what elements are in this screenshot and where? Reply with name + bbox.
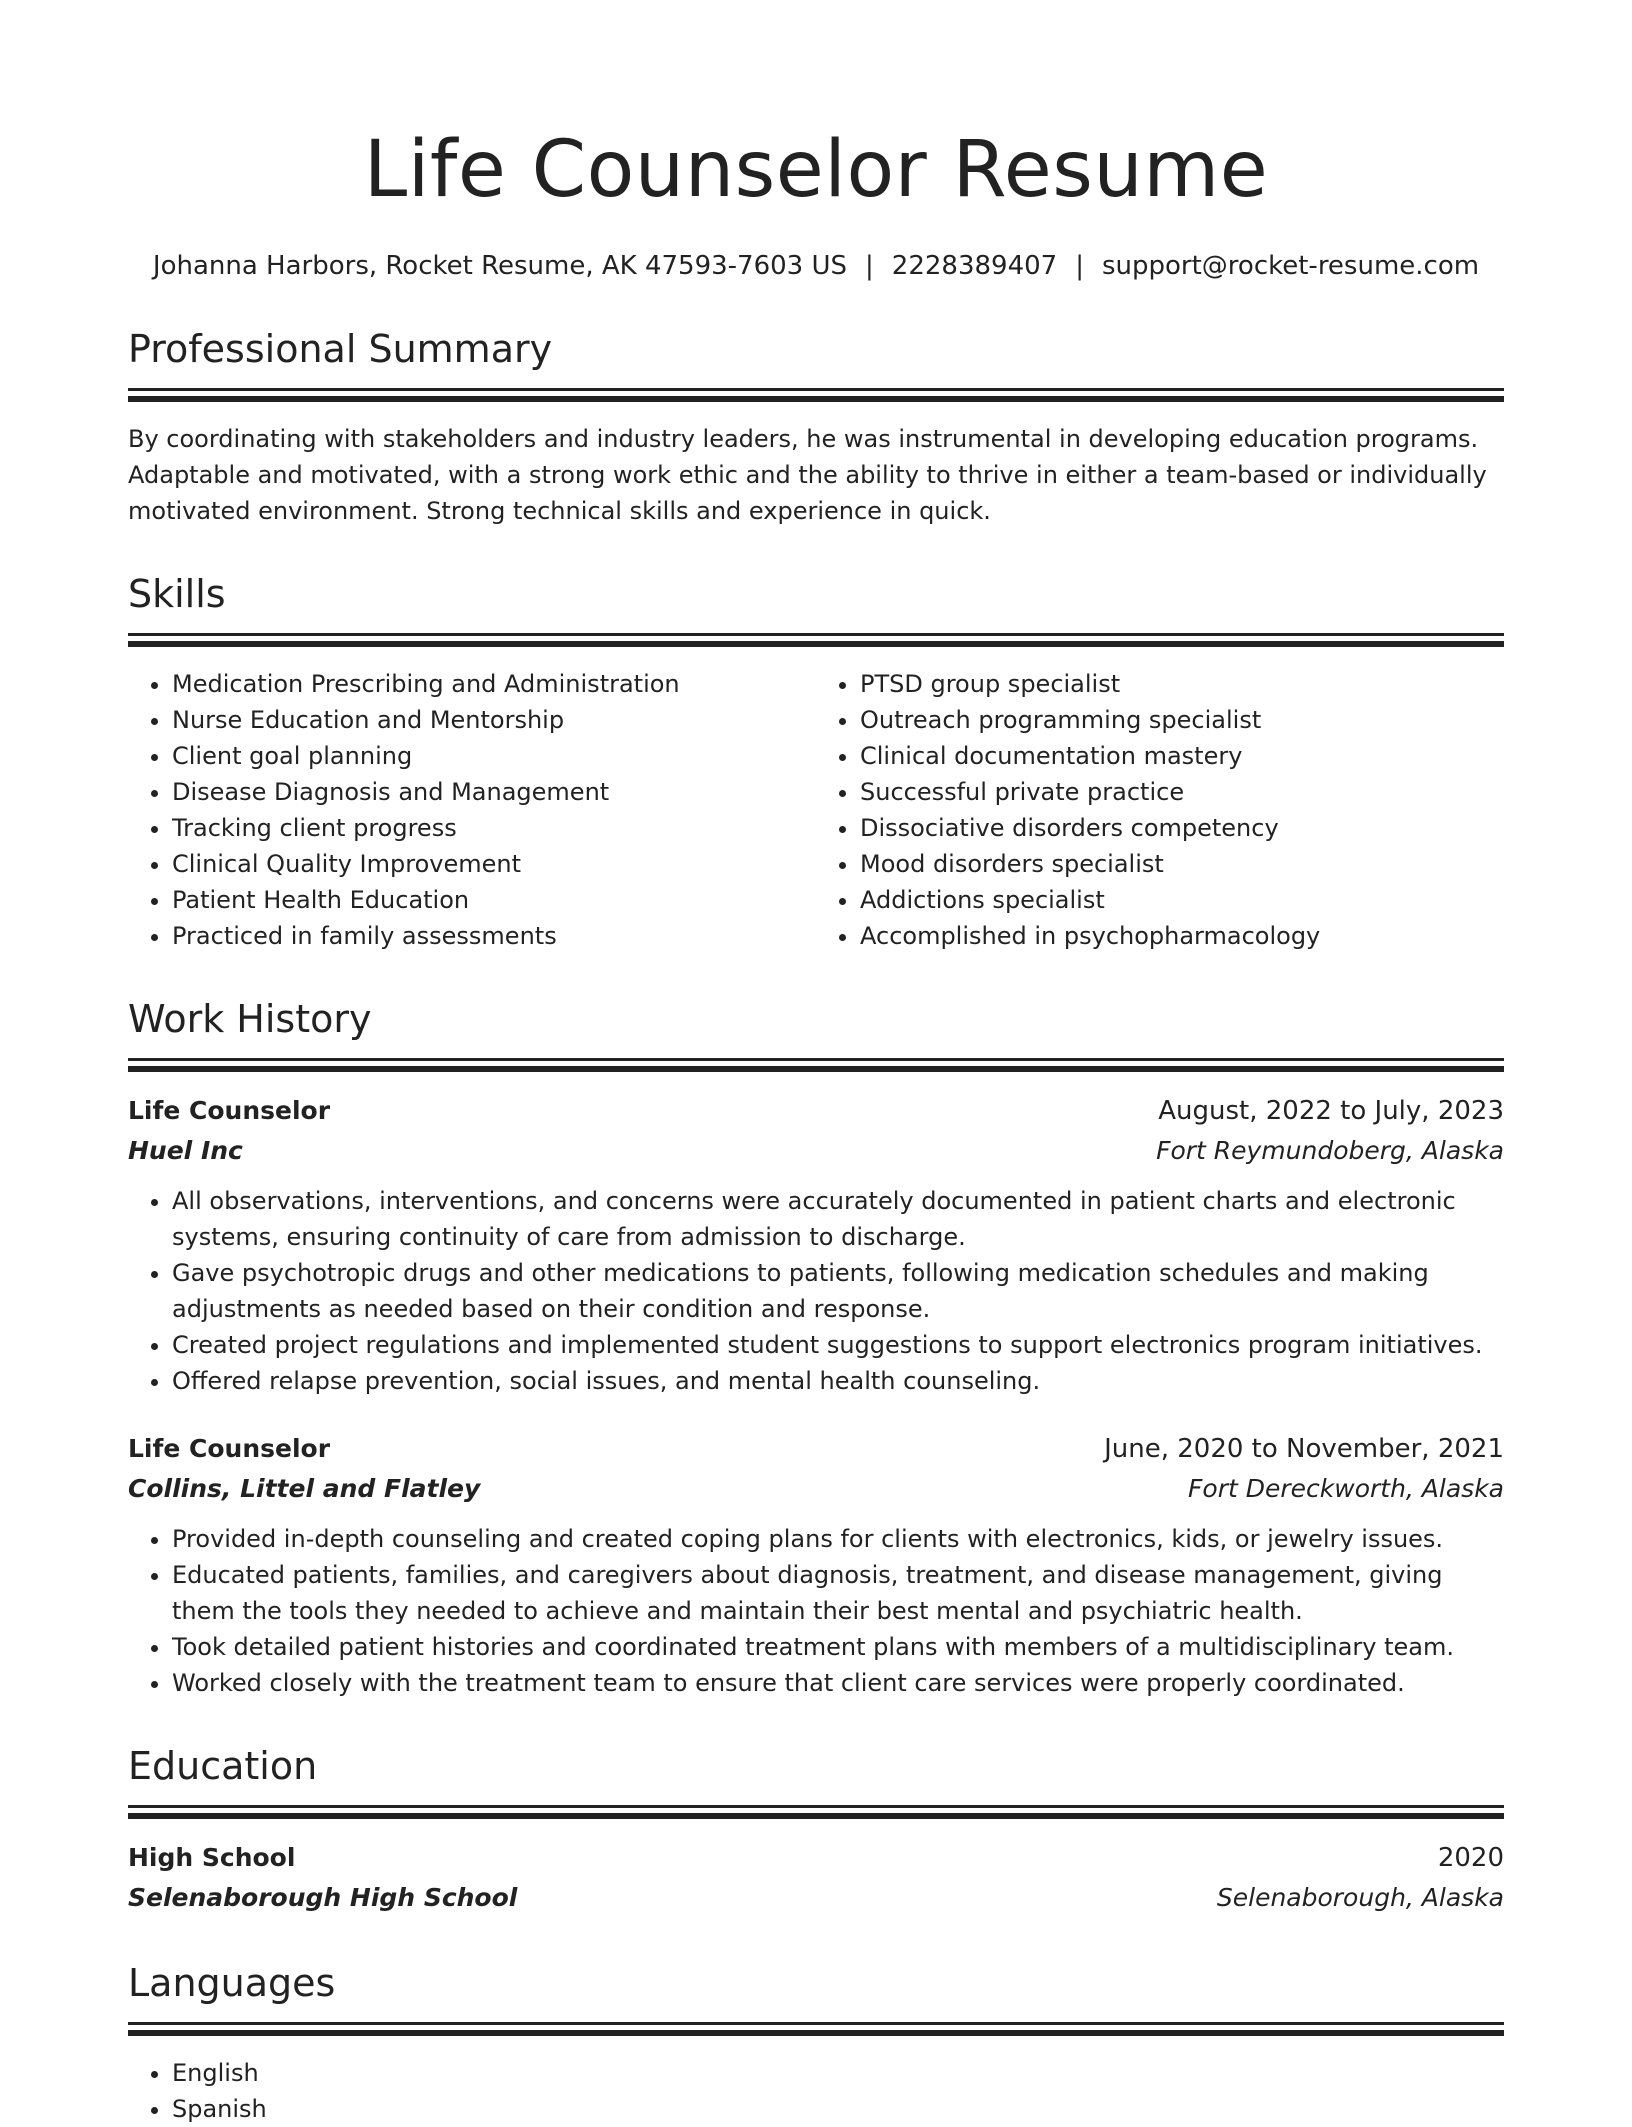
job-title: Life Counselor [128,1096,331,1125]
skill-item: • Clinical Quality Improvement [172,846,816,882]
languages-list [128,2055,1504,2127]
languages-heading: Languages [128,1961,336,2005]
skill-item: • Patient Health Education [172,882,816,918]
section-divider [128,388,1504,391]
job-location: Fort Reymundoberg, Alaska [1156,1136,1504,1165]
skills-list-left [128,666,816,954]
skills-list-right [816,666,1504,954]
skill-item: • Outreach programming specialist [860,702,1504,738]
job-dates: August, 2022 to July, 2023 [1158,1096,1504,1126]
job-bullet: • Educated patients, families, and caregivers about diagnosis, treatment, and disease management, giving them the tools they needed to achieve and maintain their best mental and psychiatric health. [172,1557,1504,1629]
skill-item: • Successful private practice [860,774,1504,810]
job-title: Life Counselor [128,1434,331,1463]
degree: High School [128,1843,296,1872]
job-bullet: • Worked closely with the treatment team to ensure that client care services were properly coordinated. [172,1665,1504,1701]
job-bullet: • All observations, interventions, and concerns were accurately documented in patient charts and electronic systems, ensuring continuity of care from admission to discharge. [172,1183,1504,1255]
skill-item: • Client goal planning [172,738,816,774]
education-section [128,1741,1504,1918]
skill-item: • Mood disorders specialist [860,846,1504,882]
language-item: • Spanish [172,2091,1504,2127]
resume-title: Life Counselor Resume [363,125,1269,215]
job-bullet: • Took detailed patient histories and coordinated treatment plans with members of a multidisciplinary team. [172,1629,1504,1665]
skills-heading: Skills [128,572,226,616]
contact-email: support@rocket-resume.com [1101,251,1480,281]
skill-item: • Clinical documentation mastery [860,738,1504,774]
skill-item: • Disease Diagnosis and Management [172,774,816,810]
job-bullet: • Provided in-depth counseling and created coping plans for clients with electronics, kids, or jewelry issues. [172,1521,1504,1557]
skill-item: • Addictions specialist [860,882,1504,918]
skill-item: • Dissociative disorders competency [860,810,1504,846]
graduation-year: 2020 [1437,1843,1504,1873]
company-name: Collins, Littel and Flatley [128,1474,481,1503]
section-divider [128,1058,1504,1061]
job-location: Fort Dereckworth, Alaska [1188,1474,1504,1503]
job-bullet: • Offered relapse prevention, social issues, and mental health counseling. [172,1363,1504,1399]
job-bullet: • Gave psychotropic drugs and other medications to patients, following medication schedules and making adjustments as needed based on their condition and response. [172,1255,1504,1327]
job-dates: June, 2020 to November, 2021 [1104,1434,1504,1464]
job-bullets [128,1183,1504,1399]
languages-section [128,1958,1504,2127]
job-entry [128,1429,1504,1701]
skill-item: • PTSD group specialist [860,666,1504,702]
section-divider [128,2022,1504,2025]
contact-line [128,248,1504,284]
work-history-section [128,994,1504,1701]
skill-item: • Medication Prescribing and Administration [172,666,816,702]
contact-address: Johanna Harbors, Rocket Resume, AK 47593-7603 US [152,251,848,281]
job-bullet: • Created project regulations and implemented student suggestions to support electronics program initiatives. [172,1327,1504,1363]
skill-item: • Tracking client progress [172,810,816,846]
language-item: • English [172,2055,1504,2091]
school-location: Selenaborough, Alaska [1216,1883,1504,1912]
education-heading: Education [128,1744,318,1788]
summary-heading: Professional Summary [128,327,553,371]
section-divider [128,1805,1504,1808]
skills-section [128,569,1504,954]
summary-section [128,324,1504,529]
company-name: Huel Inc [128,1136,243,1165]
job-entry [128,1091,1504,1399]
contact-separator: | [1075,251,1084,281]
work-history-heading: Work History [128,997,372,1041]
summary-text: By coordinating with stakeholders and industry leaders, he was instrumental in developing education programs. Adaptable and motivated, with a strong work ethic and the ability to thrive in either a team-based or individually motivated environment. Strong technical skills and experience in quick. [128,425,1487,525]
contact-phone: 2228389407 [891,251,1058,281]
skill-item: • Accomplished in psychopharmacology [860,918,1504,954]
skill-item: • Nurse Education and Mentorship [172,702,816,738]
section-divider [128,633,1504,636]
job-bullets [128,1521,1504,1701]
contact-separator: | [865,251,874,281]
school-name: Selenaborough High School [128,1883,518,1912]
skill-item: • Practiced in family assessments [172,918,816,954]
